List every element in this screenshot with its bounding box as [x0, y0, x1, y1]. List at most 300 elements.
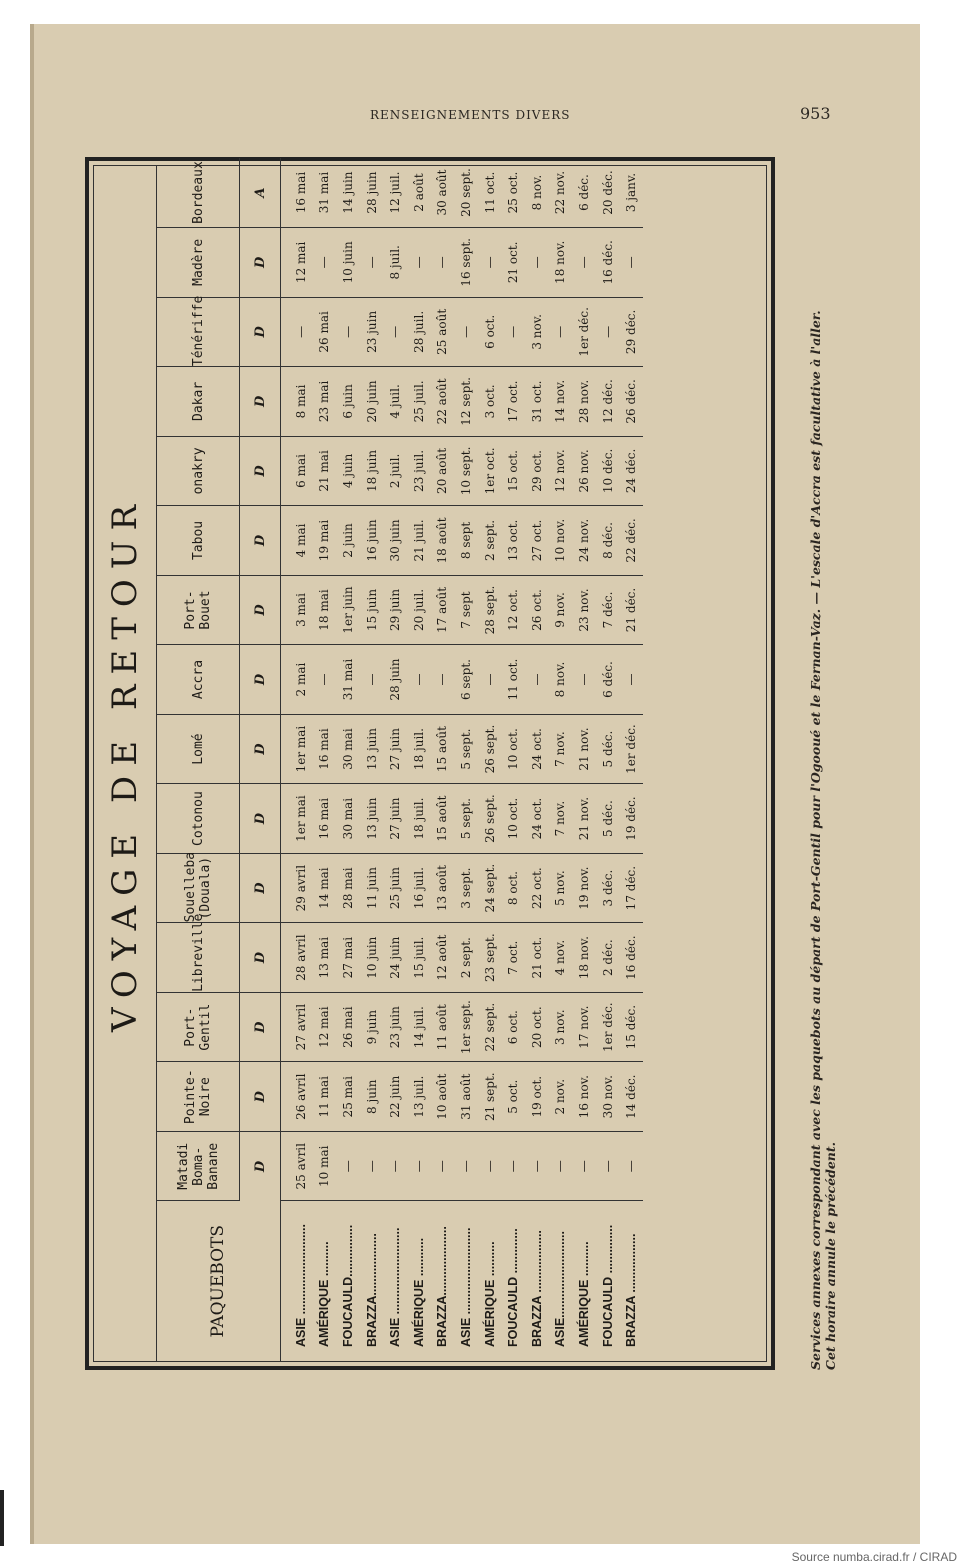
date-cell: 10 juin	[360, 923, 384, 993]
ship-name: FOUCAULD .............	[506, 1228, 521, 1347]
date-cell: 11 mai	[313, 1062, 337, 1132]
port-header: Lomé	[157, 714, 240, 784]
date-cell: 21 juil.	[407, 506, 431, 576]
date-cell: 25 mai	[336, 1062, 360, 1132]
table-inner	[93, 161, 767, 1362]
date-cell: 30 juin	[383, 506, 407, 576]
date-cell: 18 mai	[313, 575, 337, 645]
date-cell: 26 déc.	[619, 367, 643, 437]
date-cell: 16 déc.	[596, 228, 620, 298]
mode-header: D	[240, 506, 281, 576]
date-cell: 4 nov.	[549, 923, 573, 993]
date-cell: 29 juin	[383, 575, 407, 645]
mode-header-row	[240, 158, 281, 1361]
date-cell: —	[596, 297, 620, 367]
date-cell: —	[281, 297, 313, 367]
date-cell: 31 mai	[336, 645, 360, 715]
ship-name: AMÉRIQUE ..........	[576, 1241, 591, 1347]
date-cell: 24 oct.	[525, 714, 549, 784]
date-cell: 6 sept.	[454, 645, 478, 715]
date-cell: 23 mai	[313, 367, 337, 437]
date-cell: 18 août	[431, 506, 455, 576]
date-cell: 2 juil.	[383, 436, 407, 506]
schedule-body	[281, 158, 643, 1361]
date-cell: 12 mai	[281, 228, 313, 298]
date-cell: 23 juil.	[407, 436, 431, 506]
port-header: Matadi Boma-Banane	[157, 1131, 240, 1201]
date-cell: 23 juin	[383, 992, 407, 1062]
date-cell: 14 déc.	[619, 1062, 643, 1132]
date-cell: 14 mai	[313, 853, 337, 923]
date-cell: 12 déc.	[596, 367, 620, 437]
date-cell: —	[360, 645, 384, 715]
port-header: Madère	[157, 228, 240, 298]
date-cell: 4 mai	[281, 506, 313, 576]
ship-name: AMÉRIQUE ..........	[317, 1241, 332, 1347]
date-cell: 12 sept.	[454, 367, 478, 437]
date-cell: 25 oct.	[501, 158, 525, 228]
date-cell: 19 mai	[313, 506, 337, 576]
date-cell: 15 juil.	[407, 923, 431, 993]
date-cell: 4 juil.	[383, 367, 407, 437]
date-cell: —	[383, 297, 407, 367]
date-cell: 30 mai	[336, 714, 360, 784]
table-row	[360, 158, 384, 1361]
date-cell: —	[619, 228, 643, 298]
date-cell: 7 nov.	[549, 714, 573, 784]
date-cell: 2 mai	[281, 645, 313, 715]
date-cell: 16 mai	[313, 784, 337, 854]
table-title: VOYAGE DE RETOUR	[94, 166, 157, 1361]
date-cell: 28 nov.	[572, 367, 596, 437]
port-header: Dakar	[157, 367, 240, 437]
date-cell: 10 nov.	[549, 506, 573, 576]
mode-header: D	[240, 1062, 281, 1132]
ship-name: AMÉRIQUE ..........	[482, 1241, 497, 1347]
table-row	[336, 158, 360, 1361]
date-cell: —	[360, 1131, 384, 1201]
mode-header: D	[240, 367, 281, 437]
date-cell: 16 nov.	[572, 1062, 596, 1132]
mode-header: D	[240, 853, 281, 923]
date-cell: 28 avril	[281, 923, 313, 993]
date-cell: —	[407, 1131, 431, 1201]
date-cell: 26 mai	[313, 297, 337, 367]
mode-header: D	[240, 784, 281, 854]
running-title: RENSEIGNEMENTS DIVERS	[370, 108, 571, 122]
date-cell: 7 sept	[454, 575, 478, 645]
date-cell: —	[549, 297, 573, 367]
date-cell: 1er déc.	[572, 297, 596, 367]
date-cell: 10 juin	[336, 228, 360, 298]
page-number: 953	[800, 104, 831, 123]
ship-name: ASIE .........................	[458, 1227, 473, 1347]
date-cell: 15 août	[431, 784, 455, 854]
date-cell: 13 juil.	[407, 1062, 431, 1132]
date-cell: 20 oct.	[525, 992, 549, 1062]
date-cell: 8 mai	[281, 367, 313, 437]
date-cell: 13 août	[431, 853, 455, 923]
date-cell: 12 mai	[313, 992, 337, 1062]
date-cell: 22 nov.	[549, 158, 573, 228]
date-cell: 7 déc.	[596, 575, 620, 645]
date-cell: 4 juin	[336, 436, 360, 506]
date-cell: 31 mai	[313, 158, 337, 228]
date-cell: 26 nov.	[572, 436, 596, 506]
date-cell: 1er sept.	[454, 992, 478, 1062]
date-cell: 12 nov.	[549, 436, 573, 506]
date-cell: 2 sept.	[454, 923, 478, 993]
port-header: Port-Bouet	[157, 575, 240, 645]
date-cell: 14 juin	[336, 158, 360, 228]
date-cell: 27 mai	[336, 923, 360, 993]
date-cell: 23 nov.	[572, 575, 596, 645]
date-cell: 25 août	[431, 297, 455, 367]
date-cell: 19 déc.	[619, 784, 643, 854]
date-cell: 21 mai	[313, 436, 337, 506]
date-cell: 1er mai	[281, 784, 313, 854]
date-cell: 30 mai	[336, 784, 360, 854]
date-cell: 26 sept.	[478, 784, 502, 854]
date-cell: 21 nov.	[572, 714, 596, 784]
date-cell: —	[572, 1131, 596, 1201]
date-cell: 15 oct.	[501, 436, 525, 506]
date-cell: 27 juin	[383, 784, 407, 854]
date-cell: 28 juin	[383, 645, 407, 715]
date-cell: 10 sept.	[454, 436, 478, 506]
port-header: Ténériffe	[157, 297, 240, 367]
date-cell: —	[478, 228, 502, 298]
schedule-table-rotated	[85, 157, 775, 1370]
date-cell: 5 nov.	[549, 853, 573, 923]
ship-name: FOUCAULD ..............	[600, 1224, 615, 1347]
table-row	[407, 158, 431, 1361]
port-header: Souelleba (Douala)	[157, 853, 240, 923]
date-cell: 14 nov.	[549, 367, 573, 437]
date-cell: —	[572, 645, 596, 715]
date-cell: 6 juin	[336, 367, 360, 437]
mode-header: D	[240, 575, 281, 645]
date-cell: 6 déc.	[572, 158, 596, 228]
date-cell: —	[454, 297, 478, 367]
date-cell: 1er déc.	[619, 714, 643, 784]
date-cell: 24 nov.	[572, 506, 596, 576]
ship-name: BRAZZA .................	[624, 1233, 639, 1347]
date-cell: 7 nov.	[549, 784, 573, 854]
date-cell: 10 oct.	[501, 784, 525, 854]
port-header: Accra	[157, 645, 240, 715]
date-cell: —	[525, 645, 549, 715]
date-cell: 16 mai	[313, 714, 337, 784]
date-cell: 26 oct.	[525, 575, 549, 645]
ship-name: BRAZZA....................	[435, 1226, 450, 1347]
date-cell: 3 mai	[281, 575, 313, 645]
date-cell: 12 août	[431, 923, 455, 993]
date-cell: —	[478, 1131, 502, 1201]
date-cell: 10 oct.	[501, 714, 525, 784]
date-cell: 24 déc.	[619, 436, 643, 506]
date-cell: 5 déc.	[596, 714, 620, 784]
mode-header: D	[240, 923, 281, 993]
date-cell: 16 sept.	[454, 228, 478, 298]
table-row	[596, 158, 620, 1361]
date-cell: 22 sept.	[478, 992, 502, 1062]
date-cell: —	[336, 297, 360, 367]
date-cell: 11 juin	[360, 853, 384, 923]
date-cell: 2 nov.	[549, 1062, 573, 1132]
mode-header: D	[240, 228, 281, 298]
date-cell: 1er déc.	[596, 992, 620, 1062]
date-cell: 19 oct.	[525, 1062, 549, 1132]
ship-name: BRAZZA..................	[364, 1233, 379, 1347]
ship-name: FOUCAULD...............	[340, 1224, 355, 1347]
date-cell: 28 sept.	[478, 575, 502, 645]
date-cell: 9 juin	[360, 992, 384, 1062]
footnote	[808, 220, 838, 1370]
date-cell: 5 oct.	[501, 1062, 525, 1132]
date-cell: 11 oct.	[501, 645, 525, 715]
date-cell: —	[360, 228, 384, 298]
port-header: Cotonou	[157, 784, 240, 854]
date-cell: 8 juin	[360, 1062, 384, 1132]
date-cell: 25 juil.	[407, 367, 431, 437]
date-cell: 23 juin	[360, 297, 384, 367]
date-cell: 25 juin	[383, 853, 407, 923]
date-cell: 6 déc.	[596, 645, 620, 715]
date-cell: 11 août	[431, 992, 455, 1062]
date-cell: —	[549, 1131, 573, 1201]
date-cell: —	[407, 228, 431, 298]
date-cell: 22 oct.	[525, 853, 549, 923]
date-cell: 2 août	[407, 158, 431, 228]
date-cell: 11 oct.	[478, 158, 502, 228]
date-cell: 20 juil.	[407, 575, 431, 645]
ship-name: AMÉRIQUE ...........	[411, 1237, 426, 1347]
mode-header: D	[240, 714, 281, 784]
date-cell: 31 août	[454, 1062, 478, 1132]
table-row	[454, 158, 478, 1361]
date-cell: 6 oct.	[478, 297, 502, 367]
mode-header: D	[240, 1131, 281, 1201]
table-row	[572, 158, 596, 1361]
mode-header: D	[240, 992, 281, 1062]
date-cell: 17 août	[431, 575, 455, 645]
date-cell: 1er juin	[336, 575, 360, 645]
ship-name: ASIE ..........................	[293, 1224, 308, 1347]
date-cell: 2 juin	[336, 506, 360, 576]
date-cell: —	[619, 645, 643, 715]
mode-header: D	[240, 297, 281, 367]
table-row	[501, 158, 525, 1361]
date-cell: 1er mai	[281, 714, 313, 784]
date-cell: 24 juin	[383, 923, 407, 993]
date-cell: 26 avril	[281, 1062, 313, 1132]
date-cell: 21 oct.	[501, 228, 525, 298]
date-cell: —	[431, 228, 455, 298]
date-cell: 5 sept.	[454, 784, 478, 854]
date-cell: 17 déc.	[619, 853, 643, 923]
date-cell: 28 mai	[336, 853, 360, 923]
date-cell: 16 juil.	[407, 853, 431, 923]
date-cell: 10 déc.	[596, 436, 620, 506]
port-header: Tabou	[157, 506, 240, 576]
date-cell: 24 sept.	[478, 853, 502, 923]
table-row	[525, 158, 549, 1361]
date-cell: 13 juin	[360, 784, 384, 854]
date-cell: 16 mai	[281, 158, 313, 228]
date-cell: —	[431, 1131, 455, 1201]
date-cell: 29 oct.	[525, 436, 549, 506]
date-cell: 30 nov.	[596, 1062, 620, 1132]
date-cell: 27 juin	[383, 714, 407, 784]
table-row	[383, 158, 407, 1361]
date-cell: 13 oct.	[501, 506, 525, 576]
date-cell: 18 juin	[360, 436, 384, 506]
date-cell: 25 avril	[281, 1131, 313, 1201]
date-cell: 13 mai	[313, 923, 337, 993]
date-cell: 3 sept.	[454, 853, 478, 923]
date-cell: 12 oct.	[501, 575, 525, 645]
mode-header: D	[240, 436, 281, 506]
date-cell: 29 avril	[281, 853, 313, 923]
date-cell: 15 août	[431, 714, 455, 784]
date-cell: —	[407, 645, 431, 715]
date-cell: 29 déc.	[619, 297, 643, 367]
mode-header: D	[240, 645, 281, 715]
date-cell: 8 oct.	[501, 853, 525, 923]
date-cell: 8 sept	[454, 506, 478, 576]
date-cell: —	[383, 1131, 407, 1201]
date-cell: 17 nov.	[572, 992, 596, 1062]
date-cell: 20 août	[431, 436, 455, 506]
table-frame	[85, 157, 775, 1370]
date-cell: —	[525, 1131, 549, 1201]
port-header: Bordeaux	[157, 158, 240, 228]
date-cell: —	[525, 228, 549, 298]
date-cell: 17 oct.	[501, 367, 525, 437]
date-cell: 18 juil.	[407, 784, 431, 854]
date-cell: 20 sept.	[454, 158, 478, 228]
date-cell: 22 juin	[383, 1062, 407, 1132]
date-cell: 30 août	[431, 158, 455, 228]
date-cell: 20 déc.	[596, 158, 620, 228]
port-header: Pointe-Noire	[157, 1062, 240, 1132]
date-cell: 20 juin	[360, 367, 384, 437]
footnote-line-2: Cet horaire annule le précédent.	[823, 1142, 838, 1370]
date-cell: —	[478, 645, 502, 715]
date-cell: 1er oct.	[478, 436, 502, 506]
date-cell: 12 juil.	[383, 158, 407, 228]
date-cell: 8 juil.	[383, 228, 407, 298]
table-row	[313, 158, 337, 1361]
date-cell: 16 juin	[360, 506, 384, 576]
date-cell: 27 oct.	[525, 506, 549, 576]
port-header-row	[157, 158, 240, 1361]
date-cell: 10 août	[431, 1062, 455, 1132]
date-cell: —	[431, 645, 455, 715]
date-cell: —	[619, 1131, 643, 1201]
date-cell: 18 juil.	[407, 714, 431, 784]
date-cell: 27 avril	[281, 992, 313, 1062]
date-cell: 24 oct.	[525, 784, 549, 854]
date-cell: —	[501, 1131, 525, 1201]
mode-header: A	[240, 158, 281, 228]
date-cell: 2 sept.	[478, 506, 502, 576]
port-header: Libreville	[157, 923, 240, 993]
date-cell: 18 nov.	[572, 923, 596, 993]
date-cell: 21 déc.	[619, 575, 643, 645]
date-cell: —	[454, 1131, 478, 1201]
date-cell: 15 juin	[360, 575, 384, 645]
footnote-line-1: Services annexes correspondant avec les paquebots au départ de Port-Gentil pour l'Ogooué et le Fernan-Vaz. — L'escale d'Accra est facultative à l'aller.	[808, 310, 823, 1370]
date-cell: 3 déc.	[596, 853, 620, 923]
date-cell: 21 sept.	[478, 1062, 502, 1132]
date-cell: 3 janv.	[619, 158, 643, 228]
date-cell: 2 déc.	[596, 923, 620, 993]
date-cell: 21 oct.	[525, 923, 549, 993]
date-cell: 8 déc.	[596, 506, 620, 576]
date-cell: 9 nov.	[549, 575, 573, 645]
date-cell: 7 oct.	[501, 923, 525, 993]
table-row	[478, 158, 502, 1361]
paquebots-header: PAQUEBOTS	[157, 1201, 281, 1361]
date-cell: 6 oct.	[501, 992, 525, 1062]
date-cell: 5 déc.	[596, 784, 620, 854]
ship-name: ASIE.........................	[553, 1231, 568, 1347]
ship-name: ASIE .........................	[388, 1227, 403, 1347]
table-row	[431, 158, 455, 1361]
date-cell: —	[572, 228, 596, 298]
date-cell: 18 nov.	[549, 228, 573, 298]
date-cell: 10 mai	[313, 1131, 337, 1201]
date-cell: 3 oct.	[478, 367, 502, 437]
date-cell: 3 nov.	[549, 992, 573, 1062]
table-row	[619, 158, 643, 1361]
binding-mark	[0, 1490, 4, 1546]
date-cell: 22 déc.	[619, 506, 643, 576]
schedule-table	[157, 158, 643, 1361]
date-cell: 5 sept.	[454, 714, 478, 784]
date-cell: 26 sept.	[478, 714, 502, 784]
date-cell: —	[336, 1131, 360, 1201]
date-cell: —	[313, 645, 337, 715]
date-cell: 8 nov.	[525, 158, 549, 228]
date-cell: 31 oct.	[525, 367, 549, 437]
source-credit: Source numba.cirad.fr / CIRAD	[791, 1550, 957, 1564]
date-cell: 26 mai	[336, 992, 360, 1062]
date-cell: 15 déc.	[619, 992, 643, 1062]
date-cell: 16 déc.	[619, 923, 643, 993]
date-cell: 28 juin	[360, 158, 384, 228]
ship-name: BRAZZA ..................	[529, 1230, 544, 1347]
date-cell: 14 juil.	[407, 992, 431, 1062]
date-cell: 13 juin	[360, 714, 384, 784]
date-cell: 22 août	[431, 367, 455, 437]
date-cell: 8 nov.	[549, 645, 573, 715]
date-cell: 28 juil.	[407, 297, 431, 367]
date-cell: —	[501, 297, 525, 367]
date-cell: —	[313, 228, 337, 298]
port-header: onakry	[157, 436, 240, 506]
date-cell: 23 sept.	[478, 923, 502, 993]
port-header: Port-Gentil	[157, 992, 240, 1062]
table-row	[281, 158, 313, 1361]
table-row	[549, 158, 573, 1361]
date-cell: 3 nov.	[525, 297, 549, 367]
date-cell: 21 nov.	[572, 784, 596, 854]
date-cell: 19 nov.	[572, 853, 596, 923]
date-cell: —	[596, 1131, 620, 1201]
